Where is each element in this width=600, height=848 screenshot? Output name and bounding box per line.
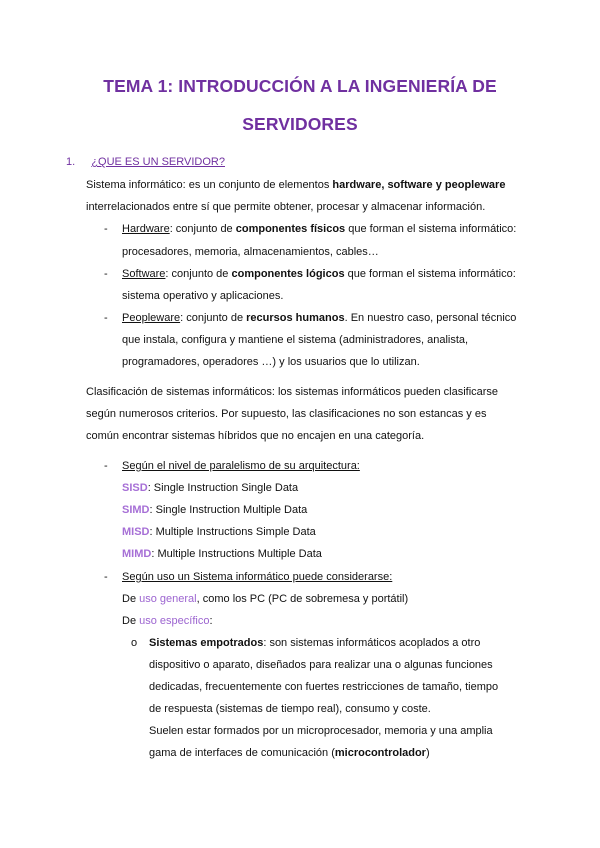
bullet-text: que forman el sistema informático: xyxy=(344,268,516,280)
definition-bold: hardware, software y peopleware xyxy=(332,179,506,191)
sub-bullet-marker: o xyxy=(131,637,138,649)
term-peopleware: Peopleware xyxy=(122,312,181,324)
bullet-bold: componentes físicos xyxy=(235,223,346,235)
bullet-text: . En nuestro caso, personal técnico xyxy=(344,312,517,324)
acronym: MIMD xyxy=(122,548,152,560)
bullet-peopleware-line2: que instala, configura y mantiene el sistema (administradores, analista, xyxy=(122,334,469,346)
section-title: ¿QUE ES UN SERVIDOR? xyxy=(91,156,225,168)
bullet-dash: - xyxy=(104,312,108,324)
uso-text: : xyxy=(209,615,213,627)
uso-text: De xyxy=(122,615,140,627)
section-number: 1. xyxy=(66,156,76,168)
empotrados-line4: de respuesta (sistemas de tiempo real), consumo y coste. xyxy=(149,703,431,715)
bullet-text: que forman el sistema informático: xyxy=(345,223,517,235)
uso-heading: Según uso un Sistema informático puede considerarse: xyxy=(122,571,393,583)
bullet-dash: - xyxy=(104,460,108,472)
arch-item-misd xyxy=(122,525,316,539)
bullet-dash: - xyxy=(104,268,108,280)
acronym-desc: : Single Instruction Single Data xyxy=(147,482,299,494)
uso-especifico-line xyxy=(122,614,213,628)
acronym-desc: : Multiple Instructions Multiple Data xyxy=(151,548,322,560)
uso-general-term: uso general xyxy=(139,593,197,605)
empotrados-text: : son sistemas informáticos acoplados a otro xyxy=(263,637,481,649)
bullet-software-line2: sistema operativo y aplicaciones. xyxy=(122,290,284,302)
uso-text: De xyxy=(122,593,140,605)
definition-line2: interrelacionados entre sí que permite obtener, procesar y almacenar información. xyxy=(86,201,486,213)
term-hardware: Hardware xyxy=(122,223,170,235)
empotrados-line5: Suelen estar formados por un microprocesador, memoria y una amplia xyxy=(149,725,493,737)
acronym: SISD xyxy=(122,482,148,494)
bullet-dash: - xyxy=(104,223,108,235)
acronym: MISD xyxy=(122,526,150,538)
microcontrolador-term: microcontrolador xyxy=(334,747,426,759)
bullet-peopleware-line3: programadores, operadores …) y los usuarios que lo utilizan. xyxy=(122,356,420,368)
definition-text: Sistema informático: es un conjunto de elementos xyxy=(86,179,333,191)
document-title-line2: SERVIDORES xyxy=(242,114,358,134)
paralelismo-heading: Según el nivel de paralelismo de su arquitectura: xyxy=(122,460,360,472)
arch-item-mimd xyxy=(122,547,322,561)
empotrados-line6 xyxy=(149,746,430,760)
bullet-bold: recursos humanos xyxy=(246,312,345,324)
empotrados-line1 xyxy=(149,636,480,650)
arch-item-simd xyxy=(122,503,307,517)
bullet-hardware-line2: procesadores, memoria, almacenamientos, cables… xyxy=(122,246,379,258)
empotrados-term: Sistemas empotrados xyxy=(149,637,264,649)
acronym-desc: : Multiple Instructions Simple Data xyxy=(149,526,316,538)
empotrados-line3: dedicadas, frecuentemente con fuertes restricciones de tamaño, tiempo xyxy=(149,681,499,693)
acronym-desc: : Single Instruction Multiple Data xyxy=(149,504,308,516)
classification-line3: común encontrar sistemas híbridos que no encajen en una categoría. xyxy=(86,430,425,442)
bullet-dash: - xyxy=(104,571,108,583)
uso-general-line xyxy=(122,592,408,606)
bullet-software xyxy=(122,267,516,281)
bullet-text: : conjunto de xyxy=(165,268,232,280)
empotrados-text: gama de interfaces de comunicación ( xyxy=(149,747,335,759)
acronym: SIMD xyxy=(122,504,150,516)
classification-line1: Clasificación de sistemas informáticos: los sistemas informáticos pueden clasificarse xyxy=(86,386,499,398)
arch-item-sisd xyxy=(122,481,298,495)
bullet-hardware xyxy=(122,222,516,236)
bullet-text: : conjunto de xyxy=(180,312,247,324)
section-heading xyxy=(66,155,225,169)
bullet-bold: componentes lógicos xyxy=(231,268,345,280)
empotrados-line2: dispositivo o aparato, diseñados para realizar una o algunas funciones xyxy=(149,659,493,671)
empotrados-text: ) xyxy=(425,747,430,759)
bullet-peopleware xyxy=(122,311,516,325)
document-title-line1: TEMA 1: INTRODUCCIÓN A LA INGENIERÍA DE xyxy=(103,76,497,96)
uso-text: , como los PC (PC de sobremesa y portátil) xyxy=(196,593,409,605)
classification-line2: según numerosos criterios. Por supuesto, las clasificaciones no son estancas y es xyxy=(86,408,487,420)
definition-line1 xyxy=(86,178,505,192)
bullet-text: : conjunto de xyxy=(169,223,236,235)
uso-especifico-term: uso específico xyxy=(139,615,210,627)
term-software: Software xyxy=(122,268,166,280)
